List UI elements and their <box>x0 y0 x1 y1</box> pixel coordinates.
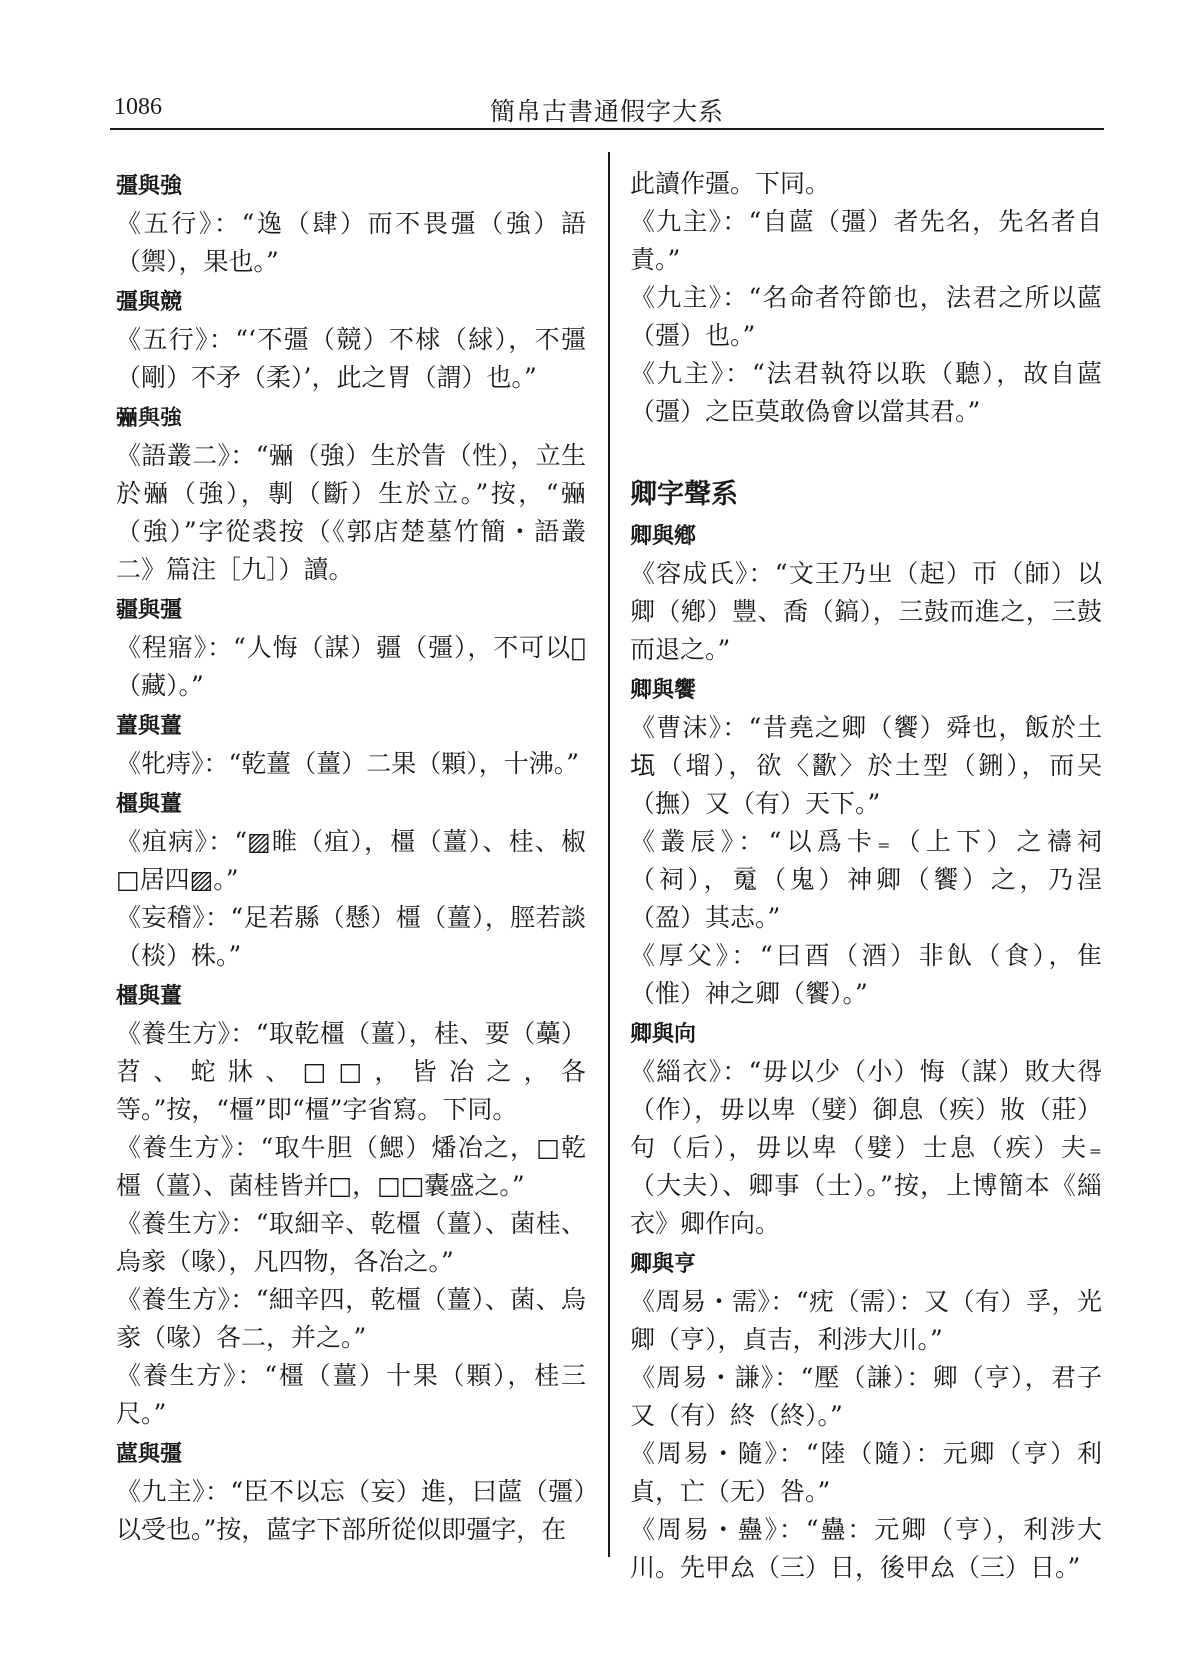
entry-heading: 蓲與彊 <box>116 1442 183 1467</box>
citation-paragraph: 《程寤》：“人悔（謀）疆（彊），不可以𣈕（藏）。” <box>116 633 586 700</box>
entry-heading: 彊與強 <box>116 174 183 199</box>
entry-heading: 卿與饗 <box>630 678 697 703</box>
citation-paragraph: 《疽病》：“▨睢（疽），橿（薑）、桂、椒□居四▨。” <box>116 827 586 894</box>
entry-heading: 橿與薑 <box>116 792 183 817</box>
running-title: 簡帛古書通假字大系 <box>489 97 724 126</box>
citation-paragraph: 《九主》：“臣不以忘（妄）進，曰蓲（彊）以受也。”按，蓲字下部所從似即彊字，在 <box>116 1477 586 1544</box>
citation-paragraph: 《容成氏》：“文王乃㞢（起）帀（師）以卿（鄕）豐、喬（鎬），三鼓而進之，三鼓而退之。” <box>630 559 1102 664</box>
citation-paragraph: 《養生方》：“取乾橿（薑），桂、要（蘽）苕、蛇牀、□□，皆冶之，各等。”按，“橿”即“橿”字省寫。下同。 <box>116 1019 586 1124</box>
entry-heading: 卿與鄕 <box>630 524 697 549</box>
citation-paragraph: 《周易・隨》：“陸（隨）：元卿（亨）利貞，亡（无）咎。” <box>630 1439 1102 1506</box>
citation-paragraph: 《五行》：“‘不彊（競）不梂（絿），不彊（剛）不矛（柔）’，此之胃（謂）也。” <box>116 325 586 392</box>
citation-paragraph: 《養生方》：“細辛四，乾橿（薑）、菌、烏豙（喙）各二，并之。” <box>116 1285 586 1352</box>
citation-paragraph: 《九主》：“法君執符以聅（聽），故自蓲（彊）之臣莫敢偽會以當其君。” <box>630 359 1102 426</box>
page-header <box>110 88 1104 128</box>
citation-paragraph: 《牝痔》：“乾薑（薑）二果（顆），十沸。” <box>116 749 580 778</box>
citation-paragraph: 《周易・需》：“㽸（需）：又（有）孚，光卿（亨），貞吉，利涉大川。” <box>630 1287 1102 1354</box>
citation-paragraph: 《九主》：“名命者符節也，法君之所以蓲（彊）也。” <box>630 283 1102 350</box>
column-divider <box>608 152 610 1557</box>
entry-heading: 卿與向 <box>630 1022 697 1047</box>
entry-heading: 橿與薑 <box>116 984 183 1009</box>
header-rule <box>110 128 1104 130</box>
citation-paragraph: 《養生方》：“取細辛、乾橿（薑）、菌桂、烏豙（喙），凡四物，各冶之。” <box>116 1209 586 1276</box>
citation-paragraph: 《五行》：“逸（肆）而不畏彊（強）語（禦），果也。” <box>116 209 586 276</box>
citation-paragraph: 《周易・謙》：“壓（謙）：卿（亨），君子又（有）終（終）。” <box>630 1363 1102 1430</box>
citation-paragraph: 此讀作彊。下同。 <box>630 169 831 198</box>
entry-heading: 薑與薑 <box>116 714 183 739</box>
citation-paragraph: 《語叢二》：“𢐡（強）生於眚（性），立生於𢐡（強），剸（斷）生於立。”按，“𢐡（強）”字從裘按（《郭店楚墓竹簡・語叢二》篇注［九］）讀。 <box>116 441 586 584</box>
page-number: 1086 <box>114 94 162 120</box>
citation-paragraph: 《緇衣》：“毋以少（小）悔（謀）敗大𢔶（作），毋以卑（嬖）御息（疾）妝（莊）句（后），毋以卑（嬖）士息（疾）夫₌（大夫）、卿事（士）。”按，上博簡本《緇衣》卿作向。 <box>630 1057 1102 1238</box>
citation-paragraph: 《九主》：“自蓲（彊）者先名，先名者自責。” <box>630 207 1102 274</box>
citation-paragraph: 《養生方》：“取牛胆（鰓）燔冶之，□乾橿（薑）、菌桂皆并□，□□囊盛之。” <box>116 1133 586 1200</box>
entry-heading: 卿與亨 <box>630 1252 697 1277</box>
citation-paragraph: 《養生方》：“橿（薑）十果（顆），桂三尺。” <box>116 1361 586 1428</box>
citation-paragraph: 《厚父》：“曰酉（酒）非飤（食），隹（惟）神之卿（饗）。” <box>630 941 1102 1008</box>
citation-paragraph: 《妄稽》：“足若縣（懸）橿（薑），脛若談（棪）株。” <box>116 903 586 970</box>
citation-paragraph: 《周易・蠱》：“蠱：元卿（亨），利涉大川。先甲厽（三）日，後甲厽（三）日。” <box>630 1515 1102 1582</box>
section-heading: 卿字聲系 <box>630 479 738 510</box>
citation-paragraph: 《曹沫》：“昔堯之卿（饗）舜也，飯於土𤬪（塯），欲〈歠〉於土型（鉶），而㕦（撫）又（有）天下。” <box>630 713 1102 818</box>
citation-paragraph: 《叢辰》：“以爲卡₌（上下）之禱祠（祠），䰟（鬼）神卿（饗）之，乃浧（盈）其志。” <box>630 827 1102 932</box>
entry-heading: 疆與彊 <box>116 598 183 623</box>
left-column <box>116 165 586 1549</box>
entry-heading: 𢐡與強 <box>116 406 183 431</box>
entry-heading: 彊與競 <box>116 290 183 315</box>
right-column <box>630 165 1102 1587</box>
